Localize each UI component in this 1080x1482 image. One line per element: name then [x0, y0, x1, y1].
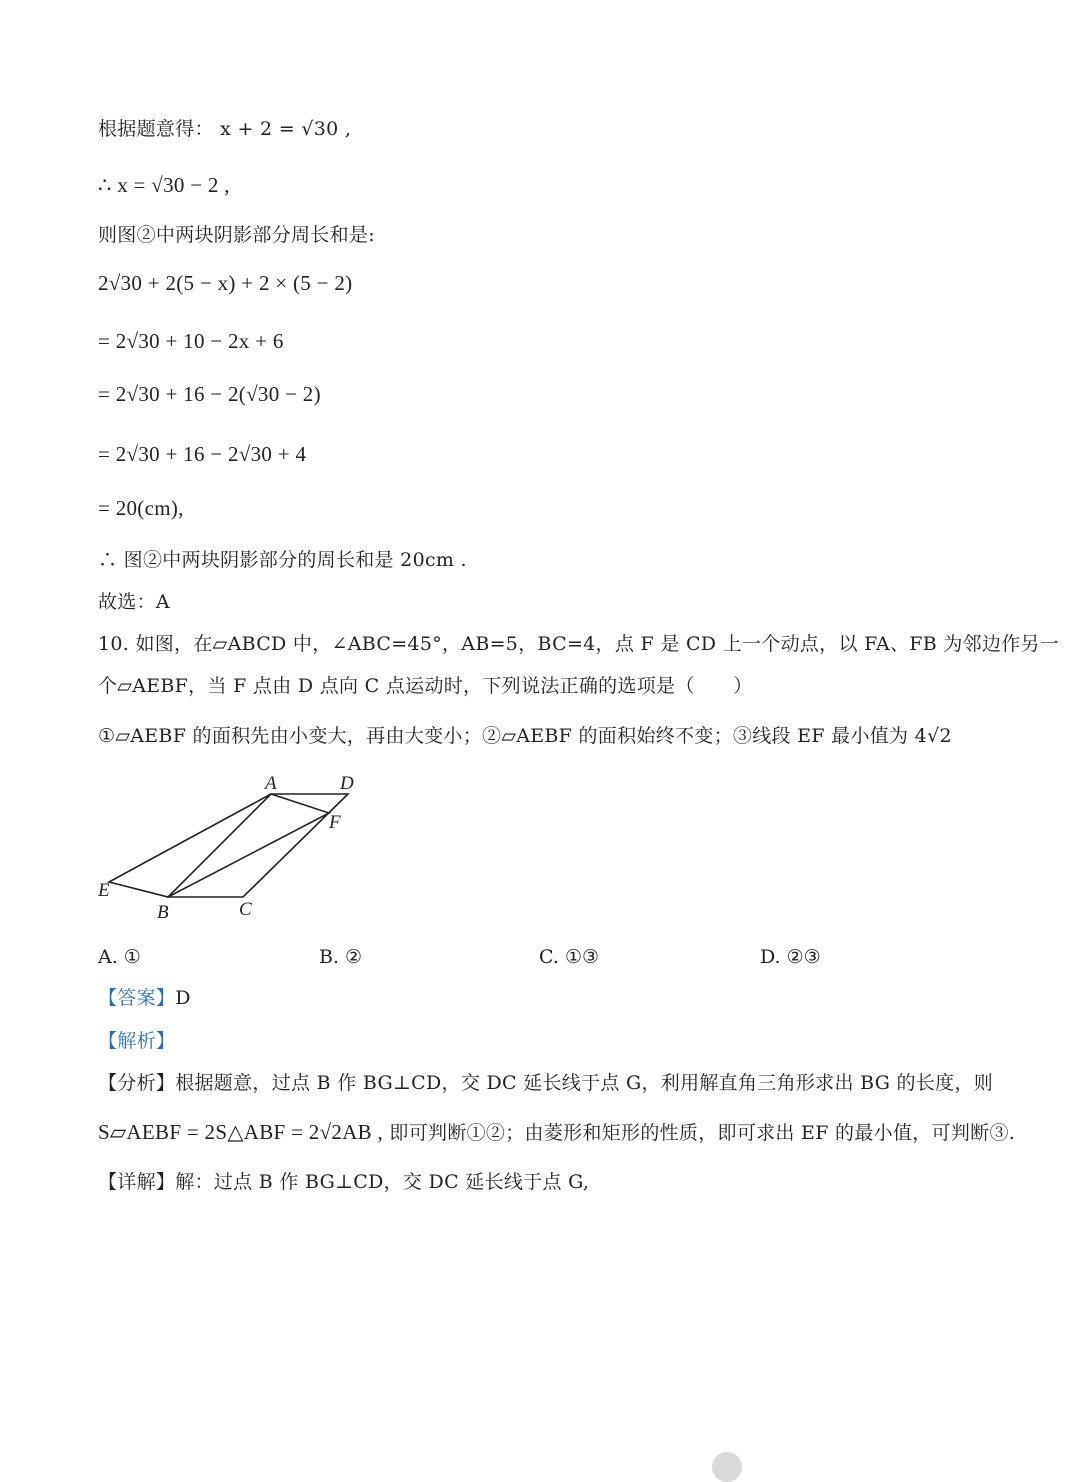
label-d: D [340, 773, 354, 794]
solution-line-3: 则图②中两块阴影部分周长和是: [98, 224, 375, 246]
label-a: A [265, 773, 277, 794]
solution-line-7: = 2√30 + 16 − 2√30 + 4 [98, 442, 307, 466]
xiangjie-line [98, 1169, 589, 1195]
label-e: E [98, 880, 110, 901]
fenxi-line-1 [98, 1070, 993, 1096]
watermark-logo [712, 1452, 742, 1482]
option-c: C. ①③ [539, 946, 600, 968]
solution-conclusion: ∴ 图②中两块阴影部分的周长和是 20cm . [98, 549, 467, 571]
answer-tag: 【答案】 [98, 987, 176, 1009]
solution-line-6: = 2√30 + 16 − 2(√30 − 2) [98, 382, 321, 406]
solution-line-5: = 2√30 + 10 − 2x + 6 [98, 329, 284, 353]
solution-line-2: ∴ x = √30 − 2 , [98, 173, 230, 197]
fenxi-formula: S▱AEBF = 2S△ABF = 2√2AB , [98, 1120, 384, 1144]
solution-line-4: 2√30 + 2(5 − x) + 2 × (5 − 2) [98, 271, 353, 295]
analysis-tag: 【解析】 [98, 1030, 176, 1052]
option-d: D. ②③ [760, 946, 821, 968]
question-10-line-1: 10. 如图，在▱ABCD 中，∠ABC=45°，AB=5，BC=4，点 F 是 CD 上一个动点，以 FA、FB 为邻边作另一 [98, 633, 1060, 655]
answer-line [98, 985, 191, 1011]
question-10-line-2: 个▱AEBF，当 F 点由 D 点向 C 点运动时，下列说法正确的选项是（ ） [98, 675, 753, 697]
option-a: A. ① [98, 946, 141, 968]
solution-line-8: = 20(cm), [98, 496, 184, 520]
fenxi-text-2: 即可判断①②；由菱形和矩形的性质，即可求出 EF 的最小值，可判断③. [389, 1122, 1016, 1144]
label-f: F [329, 812, 341, 833]
fenxi-text-1: 根据题意，过点 B 作 BG⊥CD，交 DC 延长线于点 G，利用解直角三角形求出 BG 的长度，则 [175, 1072, 994, 1094]
xiangjie-tag: 【详解】 [98, 1171, 176, 1193]
xiangjie-text: 解：过点 B 作 BG⊥CD，交 DC 延长线于点 G, [175, 1171, 590, 1193]
label-c: C [239, 899, 252, 920]
label-b: B [157, 902, 169, 923]
parallelogram-abcd [168, 794, 348, 897]
solution-choice: 故选：A [98, 591, 170, 613]
parallelogram-figure [92, 768, 362, 928]
fenxi-line-2 [98, 1119, 1015, 1146]
answer-value: D [175, 987, 191, 1009]
fenxi-tag: 【分析】 [98, 1072, 176, 1094]
option-b: B. ② [319, 946, 363, 968]
question-10-line-3: ①▱AEBF 的面积先由小变大，再由大变小；②▱AEBF 的面积始终不变；③线段 EF 最小值为 4√2 [98, 725, 952, 747]
solution-line-1: 根据题意得： x + 2 = √30 , [98, 118, 352, 140]
